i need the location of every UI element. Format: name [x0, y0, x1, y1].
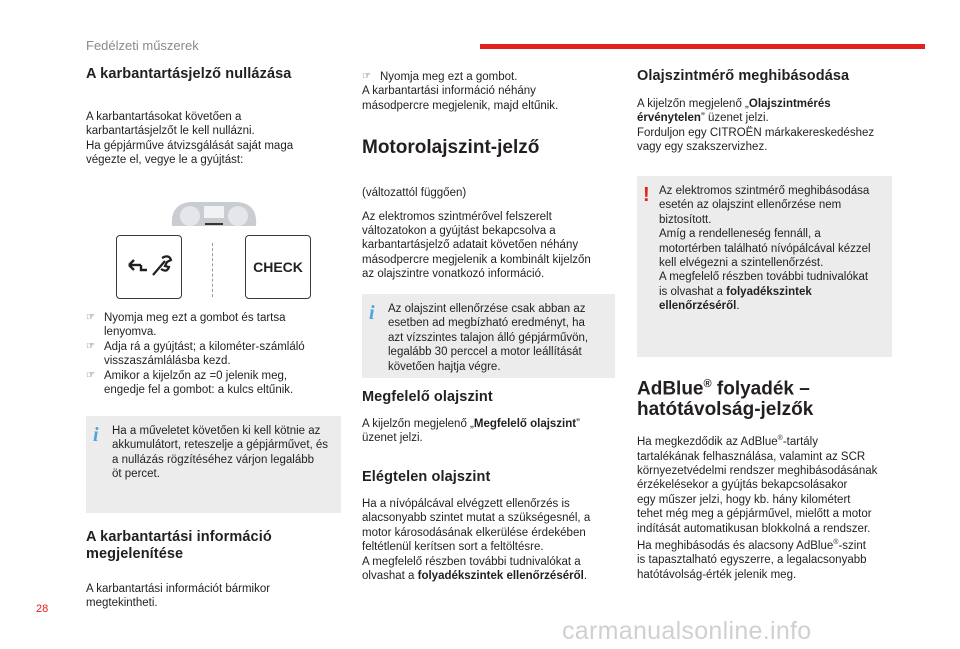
- watermark: carmanualsonline.info: [562, 617, 812, 645]
- list-item: ☞ Nyomja meg ezt a gombot és tartsa lenyomva.: [86, 312, 286, 339]
- adblue-text: Ha megkezdődik az AdBlue®-tartály tartalékának felhasználása, valamint az SCR környezetvédelmi rendszer meghibásodásának érzékelésekor a gyújtás bekapcsolásakor egy műszer jelzi, hogy kb. hány kilométert tehet még meg a gépjárművel, mielőtt a motor indítását automatikusan blokkolná a rendszer. Ha meghibásodás és alacsony AdBlue®-szint is tapasztalható egyszerre, a legalacsonyabb hatótávolság-érték jelenik meg.: [637, 435, 878, 581]
- heading-oil-ok: Megfelelő olajszint: [362, 389, 493, 405]
- list-item: ☞ Adja rá a gyújtást; a kilométer-számláló visszaszámlálásba kezd.: [86, 340, 305, 368]
- page-number: 28: [36, 603, 49, 615]
- heading-adblue: AdBlue® folyadék – hatótávolság-jelzők: [637, 378, 814, 421]
- warning-icon: !: [643, 184, 650, 206]
- dotted-connector: [212, 243, 213, 297]
- adblue-section: [637, 374, 912, 582]
- heading-reset: A karbantartásjelző nullázása: [86, 66, 292, 82]
- check-label: CHECK: [253, 259, 303, 275]
- reset-button-illustration: [116, 235, 182, 299]
- pointer-mark: [205, 223, 223, 225]
- section-accent-bar: [480, 44, 925, 49]
- heading-gauge-fault: Olajszintmérő meghibásodása: [637, 68, 850, 84]
- section-title: Fedélzeti műszerek: [86, 38, 199, 53]
- info-note-oil: i Az olajszint ellenőrzése csak abban az esetben ad megbízható eredményt, ha azt vízszintes talajon álló gépjárművön, legalább 30 perccel a motor leállítását követően hajtja végre.: [362, 294, 615, 378]
- info-note-battery: i Ha a műveletet követően ki kell kötnie az akkumulátort, reteszelje a gépjárművet, és a nullázás rögzítéséhez várjon legalább öt percet.: [86, 416, 341, 513]
- column-1: [86, 66, 344, 168]
- maintenance-info: A karbantartási információ megjelenítése A karbantartási információt bármikor megtekintheti.: [86, 529, 344, 611]
- info-icon: i: [93, 424, 99, 446]
- column-2: ☞ Nyomja meg ezt a gombot. A karbantartási információ néhány másodpercre megjelenik, majd eltűnik. Motorolajszint-jelző (változattól függően) Az elektromos szintmérővel felszerelt változatokon a gyújtást bekapcsolva a karbantartásjelző adatait követően néhány másodpercre megjelenik a kombinált kijelzőn az olajszintre vonatkozó információ.: [362, 70, 620, 282]
- list-item: ☞ Amikor a kijelzőn az =0 jelenik meg, engedje fel a gombot: a kulcs eltűnik.: [86, 369, 294, 397]
- dashboard-icon: [168, 196, 260, 232]
- return-wrench-icon: [117, 236, 181, 298]
- check-button-illustration: [245, 235, 311, 299]
- warning-note-gauge: ! Az elektromos szintmérő meghibásodása esetén az olajszint ellenőrzése nem biztosított. Amíg a rendelleneség fennáll, a motortérben található nívópálcával kézzel kell elvégezni a szintellenőrzést. A megfelelő részben további tudnivalókat is olvashat a folyadékszintek ellenőrzéséről.: [637, 176, 892, 357]
- oil-text: Az elektromos szintmérővel felszerelt változatokon a gyújtást bekapcsolva a karbantartásjelző adatait követően néhány másodpercre megjelenik a kombinált kijelzőn az olajszintre vonatkozó információ.: [362, 210, 591, 281]
- dashboard-illustration: [168, 196, 260, 232]
- reset-steps: [86, 311, 344, 397]
- gauge-fault-text: A kijelzőn megjelenő „Olajszintmérés érvénytelen” üzenet jelzi. Forduljon egy CITROËN márkakereskedéshez vagy egy szakszervizhez.: [637, 98, 875, 154]
- variant-note: (változattól függően): [362, 187, 467, 200]
- list-item: ☞ Nyomja meg ezt a gombot.: [362, 71, 518, 83]
- column-3: [637, 68, 907, 155]
- info-icon: i: [369, 302, 375, 324]
- heading-maintenance-info: A karbantartási információ megjelenítése: [86, 529, 272, 562]
- intro-text: A karbantartásokat követően a karbantartásjelzőt le kell nullázni. Ha gépjárműve átvizsgálását saját maga végezte el, vegye le a gyújtást:: [86, 111, 294, 167]
- heading-oil-level: Motorolajszint-jelző: [362, 137, 540, 159]
- oil-ok-section: Megfelelő olajszint A kijelzőn megjelenő „Megfelelő olajszint” üzenet jelzi.: [362, 389, 620, 446]
- heading-oil-low: Elégtelen olajszint: [362, 469, 491, 485]
- oil-low-section: Elégtelen olajszint Ha a nívópálcával elvégzett ellenőrzés is alacsonyabb szintet mutat a szükségesnél, a motor károsodásának elkerülése érdekében feltétlenül kerítsen sort a feltöltésre. A megfelelő részben további tudnivalókat a olvashat a folyadékszintek ellenőrzéséről.: [362, 469, 620, 583]
